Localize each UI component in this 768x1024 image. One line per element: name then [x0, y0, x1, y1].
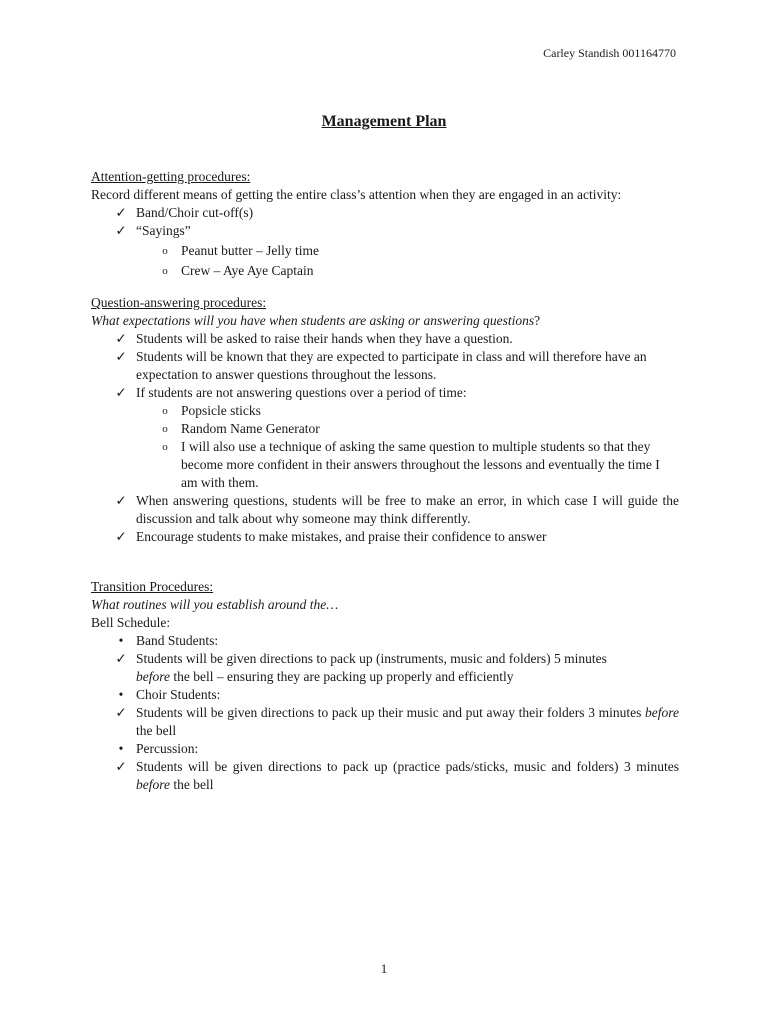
- author-header: Carley Standish 001164770: [543, 46, 676, 60]
- list-item-text: Students will be known that they are expected to participate in class and will therefore have an expectation to answer questions throughout the lessons.: [136, 349, 647, 382]
- hollow-circle-bullet-icon: o: [162, 405, 168, 417]
- sub-list-item: [91, 242, 679, 260]
- check-mark-icon: ✓: [115, 529, 127, 544]
- list-item: [91, 384, 679, 402]
- round-bullet-icon: •: [118, 687, 124, 702]
- question-heading: Question-answering procedures:: [91, 295, 267, 310]
- list-item: [91, 704, 679, 740]
- list-item-text: When answering questions, students will be free to make an error, in which case I will guide the discussion and talk about why someone may think differently.: [136, 493, 679, 526]
- list-item-text: Choir Students:: [136, 687, 221, 702]
- sub-list-item: [91, 262, 679, 280]
- list-item-text: Students will be asked to raise their hands when they have a question.: [136, 331, 513, 346]
- list-item: [91, 492, 679, 528]
- round-bullet-icon: •: [118, 633, 124, 648]
- sub-list-item-text: I will also use a technique of asking the same question to multiple students so that they become more confident in their answers throughout the lessons and eventually the time I am with them.: [181, 439, 660, 490]
- question-section: [91, 294, 679, 546]
- choir-directions-text: Students will be given directions to pack up their music and put away their folders 3 minutes: [136, 705, 645, 720]
- sub-list-item: [91, 438, 679, 492]
- choir-directions-end: the bell: [136, 723, 177, 738]
- bell-schedule-label: Bell Schedule:: [91, 615, 171, 630]
- sub-list-item-text: Crew – Aye Aye Captain: [181, 263, 314, 278]
- emphasis-text: before: [136, 669, 170, 684]
- list-item-text: [136, 759, 679, 792]
- list-item-text: [136, 705, 679, 738]
- percussion-directions-end: the bell: [170, 777, 214, 792]
- list-item: [91, 348, 679, 384]
- attention-intro: Record different means of getting the entire class’s attention when they are engaged in an activity:: [91, 187, 622, 202]
- attention-section: [91, 168, 679, 280]
- sub-list-item: [91, 420, 679, 438]
- list-item: [91, 222, 679, 240]
- band-directions-end: the bell – ensuring they are packing up properly and efficiently: [170, 669, 514, 684]
- sub-list-item-text: Popsicle sticks: [181, 403, 261, 418]
- transition-heading: Transition Procedures:: [91, 579, 214, 594]
- check-mark-icon: ✓: [115, 223, 127, 238]
- list-item: [91, 330, 679, 348]
- page-number: 1: [380, 961, 388, 976]
- list-item: [91, 758, 679, 794]
- check-mark-icon: ✓: [115, 385, 127, 400]
- check-mark-icon: ✓: [115, 205, 127, 220]
- hollow-circle-bullet-icon: o: [162, 423, 168, 435]
- list-item-text: Encourage students to make mistakes, and praise their confidence to answer: [136, 529, 547, 544]
- list-item-text: If students are not answering questions over a period of time:: [136, 385, 467, 400]
- list-item: [91, 650, 679, 686]
- question-prompt-mark: ?: [534, 313, 541, 328]
- hollow-circle-bullet-icon: o: [162, 245, 168, 257]
- round-bullet-icon: •: [118, 741, 124, 756]
- emphasis-text: before: [136, 777, 170, 792]
- transition-prompt: What routines will you establish around the…: [91, 597, 339, 612]
- hollow-circle-bullet-icon: o: [162, 265, 168, 277]
- check-mark-icon: ✓: [115, 705, 127, 720]
- attention-heading: Attention-getting procedures:: [91, 169, 251, 184]
- list-item-text: Band Students:: [136, 633, 219, 648]
- list-item: [91, 632, 679, 650]
- question-prompt-text: What expectations will you have when students are asking or answering questions: [91, 313, 535, 328]
- document-title: Management Plan: [321, 113, 447, 130]
- list-item-text: “Sayings”: [136, 223, 191, 238]
- hollow-circle-bullet-icon: o: [162, 441, 168, 453]
- sub-list-item-text: Peanut butter – Jelly time: [181, 243, 319, 258]
- list-item: [91, 740, 679, 758]
- sub-list-item-text: Random Name Generator: [181, 421, 320, 436]
- list-item: [91, 686, 679, 704]
- check-mark-icon: ✓: [115, 349, 127, 364]
- transition-section: [91, 578, 679, 794]
- list-item-text: Percussion:: [136, 741, 199, 756]
- check-mark-icon: ✓: [115, 759, 127, 774]
- question-prompt: [91, 312, 679, 330]
- check-mark-icon: ✓: [115, 651, 127, 666]
- list-item: [91, 528, 679, 546]
- sub-list-item: [91, 402, 679, 420]
- band-directions-text: Students will be given directions to pack up (instruments, music and folders) 5 minutes: [136, 651, 607, 666]
- list-item: [91, 204, 679, 222]
- check-mark-icon: ✓: [115, 331, 127, 346]
- check-mark-icon: ✓: [115, 493, 127, 508]
- list-item-text: [136, 651, 607, 684]
- emphasis-text: before: [645, 705, 679, 720]
- percussion-directions-text: Students will be given directions to pack up (practice pads/sticks, music and folders) 3 minutes: [136, 759, 679, 774]
- list-item-text: Band/Choir cut-off(s): [136, 205, 254, 220]
